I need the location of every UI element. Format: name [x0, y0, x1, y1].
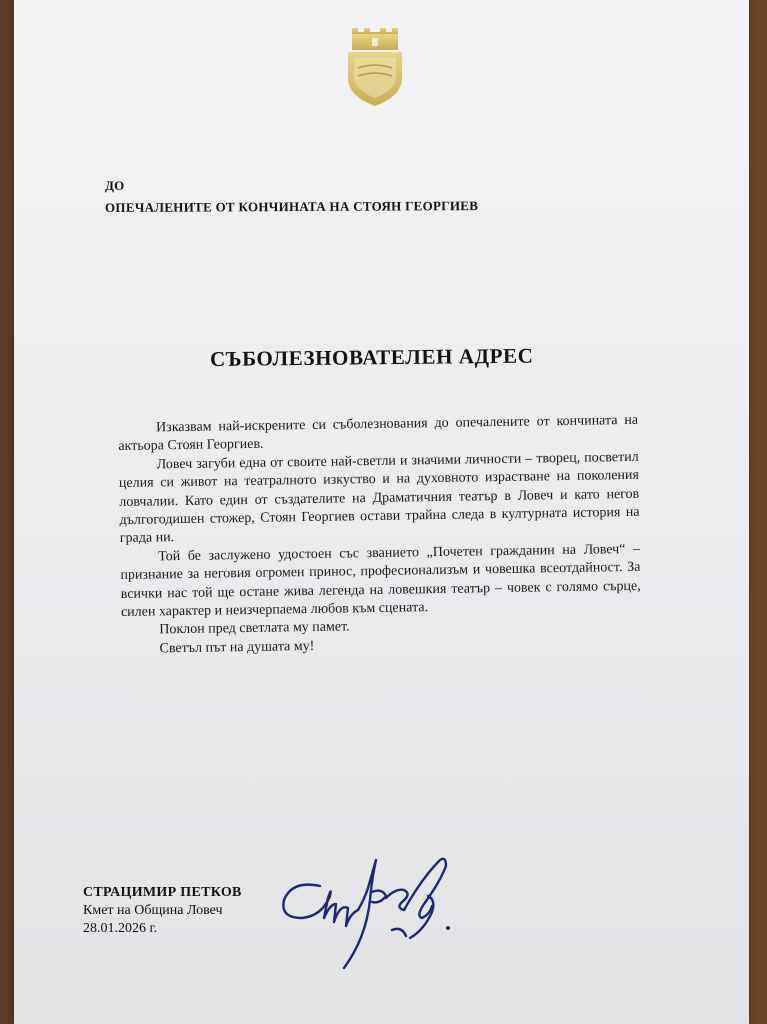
- signature-date: 28.01.2026 г.: [83, 921, 158, 936]
- document-title: СЪБОЛЕЗНОВАТЕЛЕН АДРЕС: [209, 343, 534, 371]
- signer-position: Кмет на Община Ловеч: [83, 903, 223, 918]
- letter-body: [118, 412, 642, 659]
- paragraph: Светъл път на душата му!: [159, 638, 315, 657]
- addressee-prefix: ДО: [105, 178, 125, 193]
- signature-icon: [272, 838, 472, 973]
- signer-name: СТРАЦИМИР ПЕТКОВ: [83, 885, 242, 900]
- addressee: ОПЕЧАЛЕНИТЕ ОТ КОНЧИНАТА НА СТОЯН ГЕОРГИЕВ: [104, 198, 479, 215]
- paragraph: Ловеч загуби една от своите най-светли и значими личности – творец, посветил целия си живот на театралното изкуство и на духовното израстване на поколения ловчалии. Като един от създателите на Драматичния театър в Ловеч и като негов дългогодишен стожер, Стоян Георгиев остави трайна следа в културната история на града ни.: [118, 449, 640, 547]
- paragraph: Изказвам най-искрените си съболезнования до опечалените от кончината на актьора Стоян Георгиев.: [118, 412, 639, 455]
- coat-of-arms-icon: [346, 28, 404, 106]
- paragraph: Той бе заслужено удостоен със званието „Почетен гражданин на Ловеч“ – признание за неговия огромен принос, професионализъм и човешка всеотдайност. За всички нас той ще остане жива легенда на ловешкия театър – човек с голямо сърце, силен характер и неизчерпаема любов към сцената.: [120, 541, 641, 621]
- signer-block: [83, 884, 242, 938]
- letter-sheet: [14, 0, 749, 1024]
- paragraph: Поклон пред светлата му памет.: [159, 619, 350, 638]
